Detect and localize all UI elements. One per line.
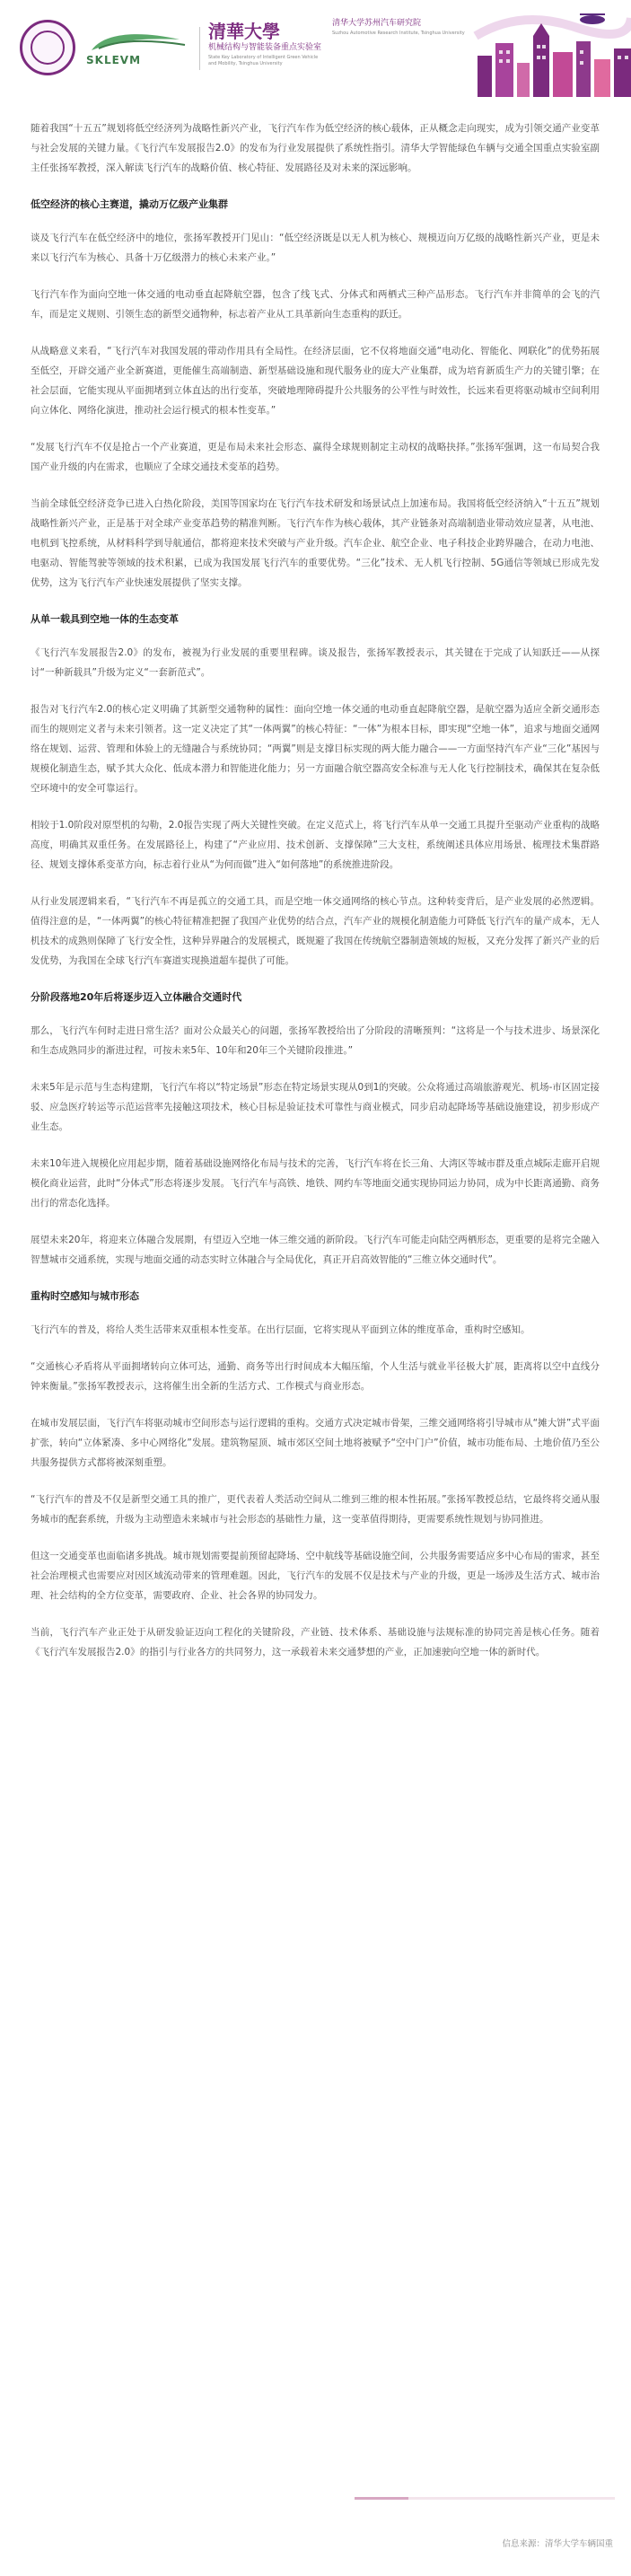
institution-subtitle: State Key Laboratory of Intelligent Green Vehicle and Mobility, Tsinghua University: [208, 55, 319, 66]
city-skyline-illustration: [467, 0, 631, 97]
section-heading: 分阶段落地20年后将逐步迈入立体融合交通时代: [31, 991, 242, 1003]
paragraph: 谈及飞行汽车在低空经济中的地位，张扬军教授开门见山：“低空经济既是以无人机为核心、规模迈向万亿级的战略性新兴产业，更是未来以飞行汽车为核心、具备十万亿级潜力的核心未来产业。”: [31, 233, 600, 263]
section-heading: 从单一载具到空地一体的生态变革: [31, 613, 179, 625]
banner-divider: [199, 27, 200, 70]
paragraph: 但这一交通变革也面临诸多挑战。城市规划需要提前预留起降场、空中航线等基础设施空间，公共服务需要适应多中心布局的需求，甚至社会治理模式也需要应对因区域流动带来的管理难题。因此，飞行汽车的发展不仅是技术与产业的升级，更是一场涉及生活方式、城市治理、社会结构的全方位变革，需要政府、企业、社会各界的协同发力。: [31, 1551, 600, 1601]
section-heading: 重构时空感知与城市形态: [31, 1290, 139, 1302]
section-heading: 低空经济的核心主赛道，撬动万亿级产业集群: [31, 198, 228, 210]
paragraph: 《飞行汽车发展报告2.0》的发布，被视为行业发展的重要里程碑。谈及报告，张扬军教授表示，其关键在于完成了认知跃迁——从探讨“一种新载具”升级为定义“一套新范式”。: [31, 647, 600, 678]
paragraph: 当前，飞行汽车产业正处于从研发验证迈向工程化的关键阶段，产业链、技术体系、基础设施与法规标准的协同完善是核心任务。随着《飞行汽车发展报告2.0》的指引与行业各方的共同努力，这一承载着未来交通梦想的产业，正加速驶向空地一体的新时代。: [31, 1627, 600, 1657]
paragraph: 随着我国“十五五”规划将低空经济列为战略性新兴产业，飞行汽车作为低空经济的核心载体，正从概念走向现实，成为引领交通产业变革与社会发展的关键力量。《飞行汽车发展报告2.0》的发布为行业发展提供了系统性指引。清华大学智能绿色车辆与交通全国重点实验室副主任张扬军教授，深入解读飞行汽车的战略价值、核心特征、发展路径及对未来的深远影响。: [31, 123, 600, 173]
leaf-icon: [86, 31, 192, 54]
source-credit: 信息来源：清华大学车辆国重: [502, 2539, 613, 2549]
center-name: 清华大学苏州汽车研究院: [332, 19, 422, 28]
center-block: [332, 18, 467, 37]
sklevm-logo: [86, 31, 192, 66]
source-divider: [355, 2497, 615, 2500]
paragraph: 飞行汽车的普及，将给人类生活带来双重根本性变革。在出行层面，它将实现从平面到立体的维度革命，重构时空感知。: [31, 1324, 530, 1335]
institution-block: [208, 22, 325, 67]
institution-calligraphy: 清華大學: [208, 21, 280, 42]
paragraph: 未来10年进入规模化应用起步期，随着基础设施网络化布局与技术的完善，飞行汽车将在长三角、大湾区等城市群及重点城际走廊开启规模化商业运营，此时“分体式”形态将逐步发展。飞行汽车与高铁、地铁、网约车等地面交通实现协同运力协同，成为中长距离通勤、商务出行的常态化选择。: [31, 1158, 600, 1209]
paragraph: “交通核心矛盾将从平面拥堵转向立体可达，通勤、商务等出行时间成本大幅压缩，个人生活与就业半径极大扩展，距离将以空中直线分钟来衡量。”张扬军教授表示，这将催生出全新的生活方式、工作模式与商业形态。: [31, 1361, 600, 1392]
paragraph: “飞行汽车的普及不仅是新型交通工具的推广，更代表着人类活动空间从二维到三维的根本性拓展。”张扬军教授总结，它最终将交通从服务城市的配套系统，升级为主动塑造未来城市与社会形态的基础性力量，这一变革值得期待，更需要系统性规划与协同推进。: [31, 1494, 600, 1525]
article-body: [31, 119, 600, 1679]
paragraph: 相较于1.0阶段对原型机的勾勒，2.0报告实现了两大关键性突破。在定义范式上，将飞行汽车从单一交通工具提升至驱动产业重构的战略高度，明确其双重任务。在发展路径上，构建了“产业应用、技术创新、支撑保障”三大支柱，系统阐述具体应用场景、梳理技术集群路径、规划支撑体系变革方向，标志着行业从“为何而做”进入“如何落地”的系统推进阶段。: [31, 820, 600, 870]
institution-name: 机械结构与智能装备重点实验室: [208, 43, 322, 52]
paragraph: 未来5年是示范与生态构建期，飞行汽车将以“特定场景”形态在特定场景实现从0到1的突破。公众将通过高端旅游观光、机场-市区固定接驳、应急医疗转运等示范运营率先接触这项技术，核心目标是验证技术可靠性与商业模式，同步启动起降场等基础设施建设，初步形成产业生态。: [31, 1082, 600, 1132]
paragraph: 在城市发展层面，飞行汽车将驱动城市空间形态与运行逻辑的重构。交通方式决定城市骨架，三维交通网络将引导城市从“摊大饼”式平面扩张，转向“立体紧凑、多中心网络化”发展。建筑物屋顶、城市郊区空间土地将被赋予“空中门户”价值，城市功能布局、土地价值乃至公共服务提供方式都将被深刻重塑。: [31, 1418, 600, 1468]
tsinghua-seal-logo: [20, 20, 75, 75]
paragraph: 从行业发展逻辑来看，“飞行汽车不再是孤立的交通工具，而是空地一体交通网络的核心节点。这种转变背后，是产业发展的必然逻辑。值得注意的是，“一体两翼”的核心特征精准把握了我国产业优势的结合点，汽车产业的规模化制造能力可降低飞行汽车的量产成本，无人机技术的成熟则保障了飞行安全性，这种异界融合的发展模式，既规避了我国在传统航空器制造领域的短板，又充分发挥了新兴产业的后发优势，为我国在全球飞行汽车赛道实现换道超车提供了可能。: [31, 896, 600, 966]
paragraph: 展望未来20年，将迎来立体融合发展期，有望迈入空地一体三维交通的新阶段。飞行汽车可能走向陆空两栖形态，更重要的是将完全融入智慧城市交通系统，实现与地面交通的动态实时立体融合与全局优化，真正开启高效智能的“三维立体交通时代”。: [31, 1235, 600, 1265]
paragraph: 飞行汽车作为面向空地一体交通的电动垂直起降航空器，包含了线飞式、分体式和两栖式三种产品形态。飞行汽车并非简单的会飞的汽车，而是定义规则、引领生态的新型交通物种，标志着产业从工具革新向生态重构的跃迁。: [31, 289, 600, 320]
paragraph: 报告对飞行汽车2.0的核心定义明确了其新型交通物种的属性：面向空地一体交通的电动垂直起降航空器，是航空器为适应全新交通形态而生的规则定义者与未来引领者。这一定义决定了其“一体两翼”的核心特征：“一体”为根本目标，即实现“空地一体”，追求与地面交通网络在规划、运营、管理和体验上的无缝融合与系统协同；“两翼”则是支撑目标实现的两大能力融合——一方面坚持汽车产业“三化”基因与规模化制造生态，赋予其大众化、低成本潜力和智能进化能力；另一方面融合航空器高安全标准与无人化飞行控制技术，确保其在复杂低空环境中的安全可靠运行。: [31, 704, 600, 794]
paragraph: 当前全球低空经济竞争已进入白热化阶段，美国等国家均在飞行汽车技术研发和场景试点上加速布局。我国将低空经济纳入“十五五”规划战略性新兴产业，正是基于对全球产业变革趋势的精准判断。飞行汽车作为核心载体，其产业链条对高端制造业带动效应显著，从电池、电机到飞控系统，从材料科学到导航通信，都将迎来技术突破与产业升级。汽车企业、航空企业、电子科技企业跨界融合，在动力电池、电驱动、智能驾驶等领域的技术积累，已成为我国发展飞行汽车的重要优势。“三化”技术、无人机飞行控制、5G通信等领域已形成先发优势，这为飞行汽车产业快速发展提供了坚实支撑。: [31, 498, 600, 588]
paragraph: 从战略意义来看，“飞行汽车对我国发展的带动作用具有全局性。在经济层面，它不仅将地面交通“电动化、智能化、网联化”的优势拓展至低空，开辟交通产业全新赛道，更能催生高端制造、新型基础设施和现代服务业的庞大产业集群，成为培育新质生产力的关键引擎；在社会层面，它能实现从平面拥堵到立体直达的出行变革，突破地理障碍提升公共服务的公平性与时效性，长远来看更将驱动城市空间利用向立体化、网络化演进，推动社会运行模式的根本性变革。”: [31, 346, 600, 416]
paragraph: 那么，飞行汽车何时走进日常生活？面对公众最关心的问题，张扬军教授给出了分阶段的清晰预判：“这将是一个与技术进步、场景深化和生态成熟同步的渐进过程，可按未来5年、10年和20年三个关键阶段推进。”: [31, 1025, 600, 1056]
header-banner: [0, 0, 631, 97]
sklevm-brand-text: SKLEVM: [86, 54, 142, 66]
center-subtitle: Suzhou Automotive Research Institute, Tsinghua University: [332, 31, 465, 36]
paragraph: “发展飞行汽车不仅是抢占一个产业赛道，更是布局未来社会形态、赢得全球规则制定主动权的战略抉择。”张扬军强调，这一布局契合我国产业升级的内在需求，也顺应了全球交通技术变革的趋势。: [31, 442, 600, 472]
